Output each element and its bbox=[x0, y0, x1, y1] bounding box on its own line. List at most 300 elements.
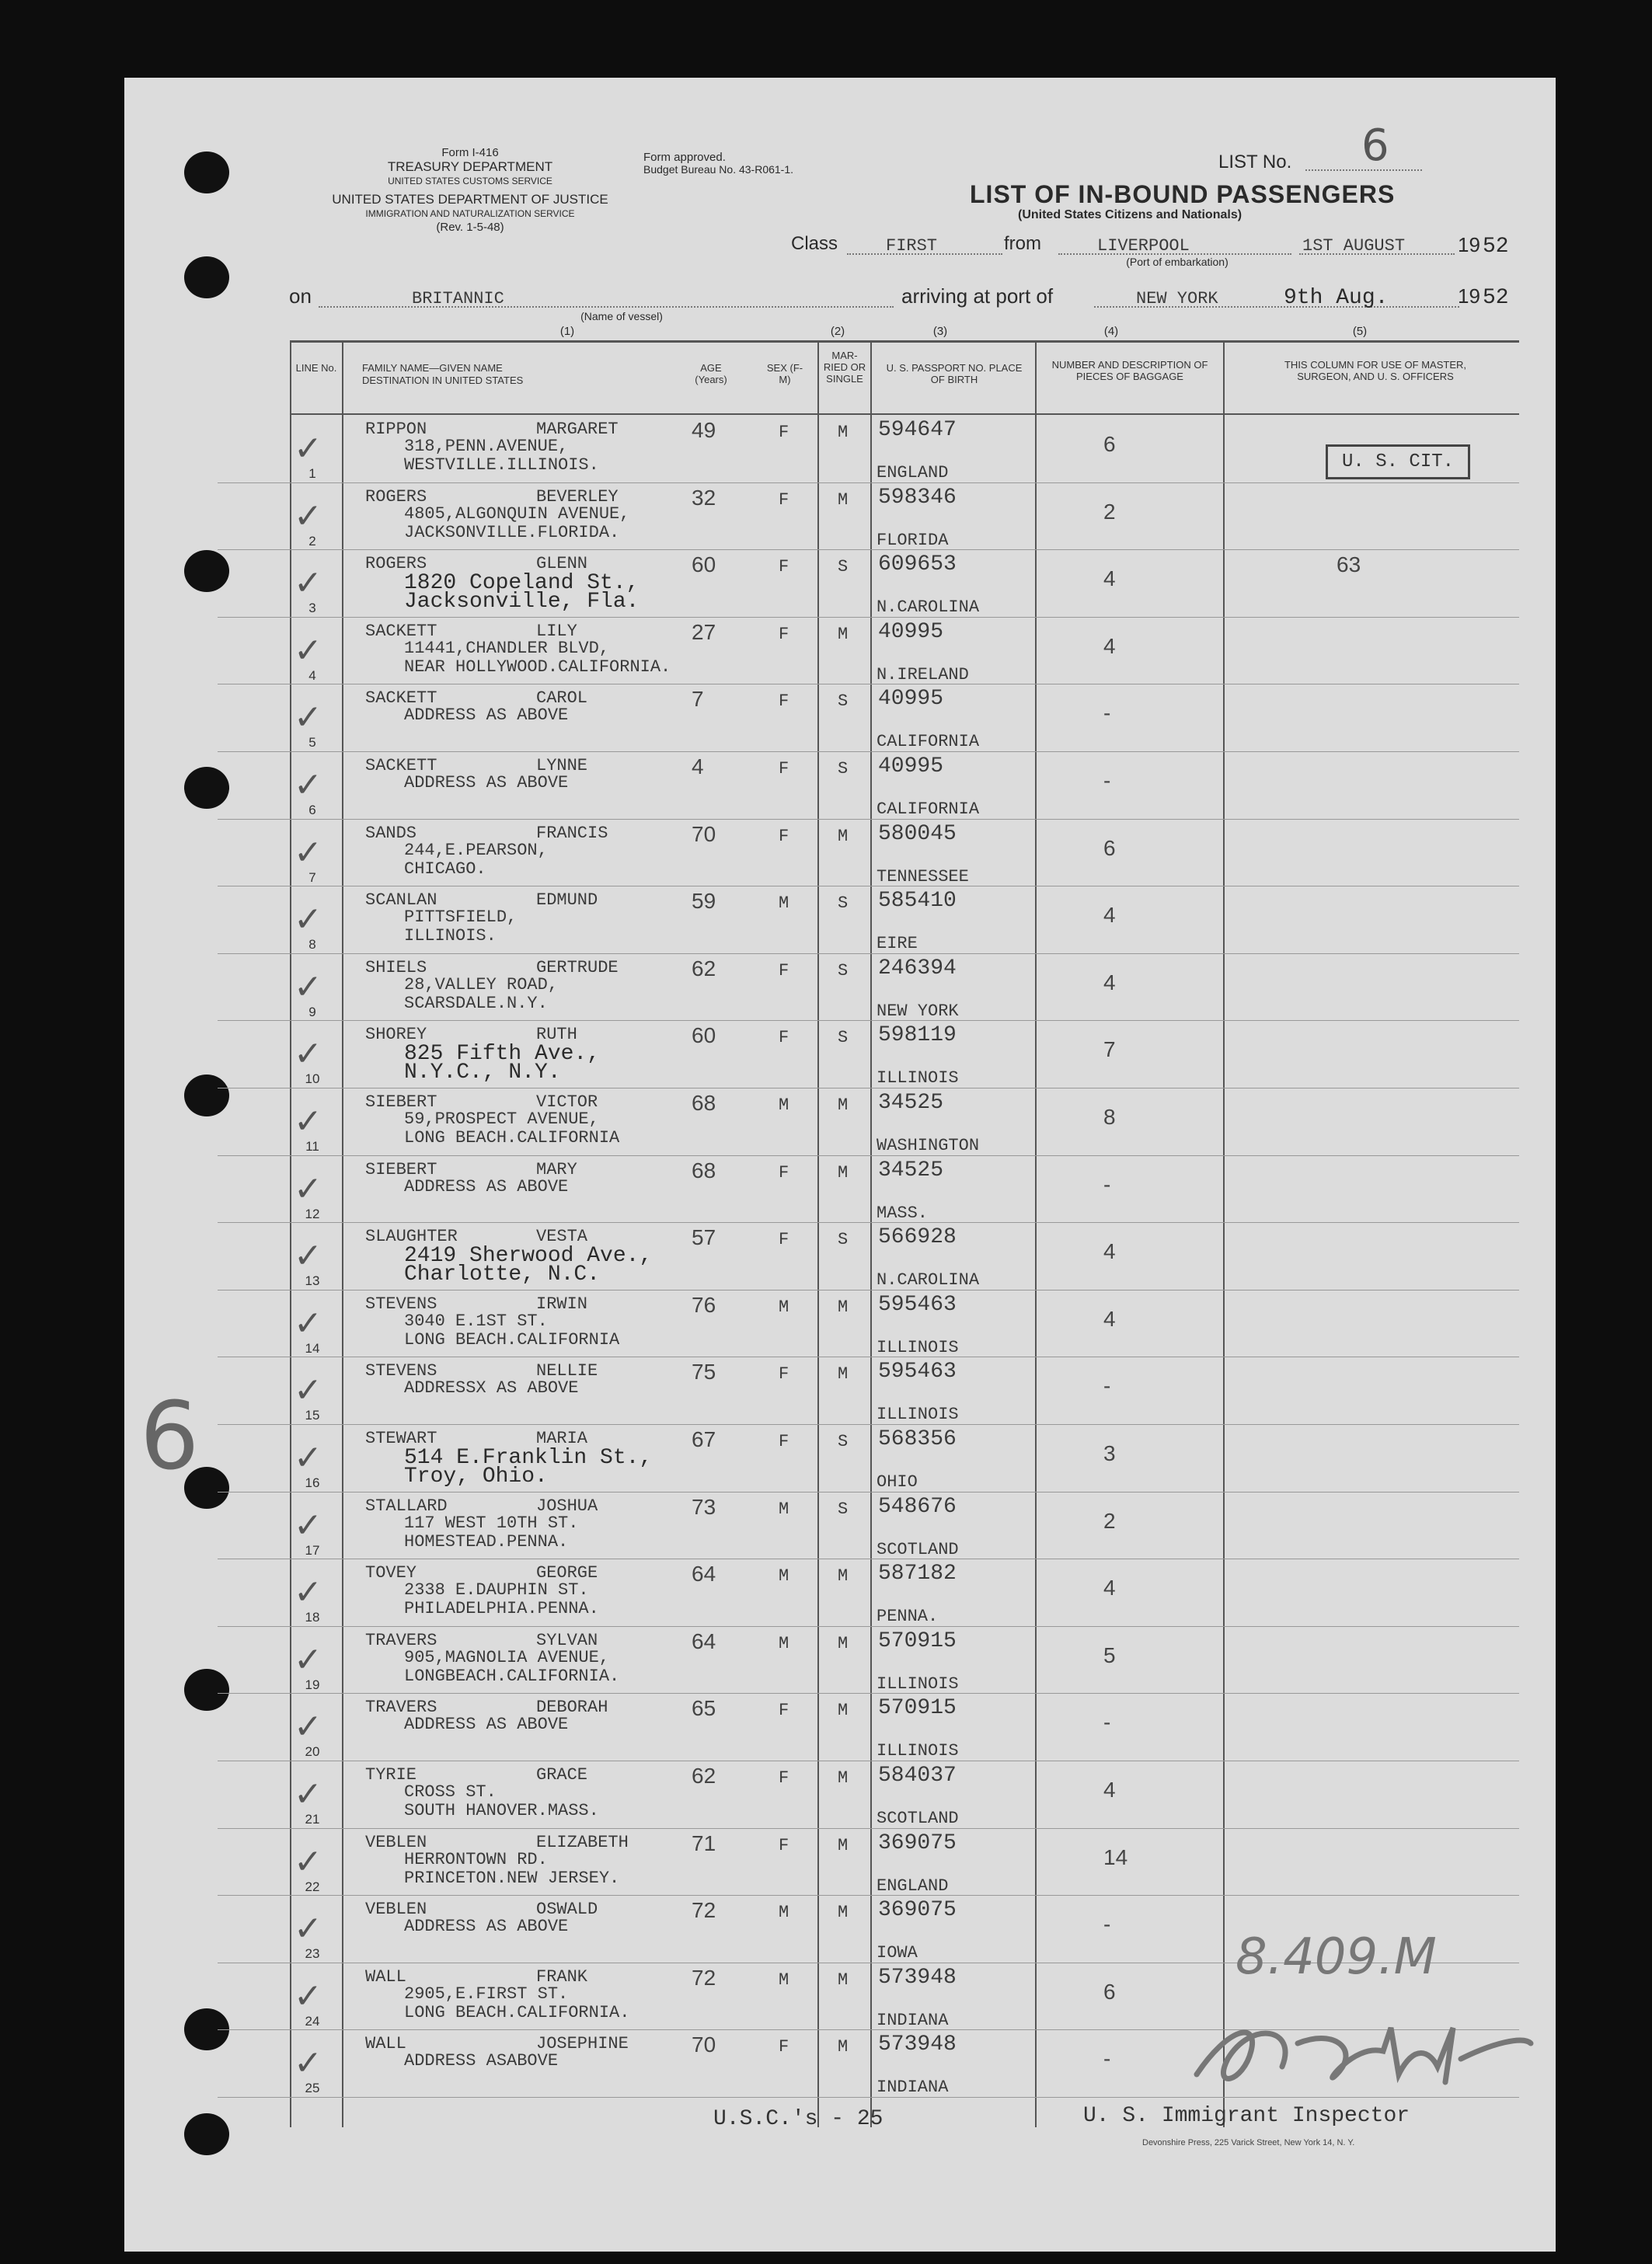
baggage-count: 8 bbox=[1103, 1105, 1116, 1129]
passenger-address-2: LONG BEACH.CALIFORNIA bbox=[404, 1128, 620, 1148]
passenger-family-name: SIEBERT bbox=[365, 1092, 437, 1112]
passenger-age: 59 bbox=[692, 889, 716, 914]
row-line-number: 13 bbox=[305, 1273, 320, 1289]
passenger-given-name: SYLVAN bbox=[536, 1630, 598, 1650]
passenger-family-name: SHOREY bbox=[365, 1025, 427, 1045]
passenger-family-name: STEWART bbox=[365, 1429, 437, 1448]
margin-number: 6 bbox=[140, 1383, 200, 1491]
row-divider bbox=[218, 1020, 1519, 1021]
passenger-given-name: MARY bbox=[536, 1159, 577, 1179]
list-no-label: LIST No. bbox=[1218, 152, 1292, 172]
passenger-marital-status: M bbox=[838, 1701, 849, 1721]
col-head-officers: THIS COLUMN FOR USE OF MASTER, SURGEON, AND U. S. OFFICERS bbox=[1284, 359, 1466, 382]
passenger-given-name: GRACE bbox=[536, 1765, 588, 1785]
row-divider bbox=[218, 1828, 1519, 1829]
passenger-age: 68 bbox=[692, 1091, 716, 1115]
passenger-age: 75 bbox=[692, 1360, 716, 1385]
passenger-sex: F bbox=[779, 1768, 789, 1788]
passenger-marital-status: M bbox=[838, 1095, 849, 1115]
passenger-address-1: 825 Fifth Ave., bbox=[404, 1042, 601, 1067]
passenger-address-1: ADDRESS AS ABOVE bbox=[404, 1917, 569, 1937]
passenger-family-name: SIEBERT bbox=[365, 1159, 437, 1179]
passenger-sex: M bbox=[779, 893, 789, 914]
checkmark-icon: ✓ bbox=[294, 2043, 322, 2084]
arrival-port: NEW YORK bbox=[1136, 289, 1218, 308]
passenger-age: 67 bbox=[692, 1427, 716, 1451]
passenger-address-1: 3040 E.1ST ST. bbox=[404, 1311, 548, 1331]
passenger-sex: F bbox=[779, 1364, 789, 1385]
col-head-sex: SEX (F-M) bbox=[766, 362, 803, 385]
checkmark-icon: ✓ bbox=[294, 429, 322, 468]
passenger-sex: F bbox=[779, 2037, 789, 2057]
page-subtitle: (United States Citizens and Nationals) bbox=[1018, 208, 1242, 221]
baggage-count: - bbox=[1103, 701, 1111, 726]
passenger-marital-status: M bbox=[838, 1566, 849, 1587]
col-num-3: (3) bbox=[932, 325, 948, 338]
place-of-birth: N.IRELAND bbox=[877, 664, 969, 684]
row-line-number: 23 bbox=[305, 1946, 320, 1962]
passenger-age: 57 bbox=[692, 1225, 716, 1250]
justice-dept: UNITED STATES DEPARTMENT OF JUSTICE bbox=[332, 192, 608, 207]
passenger-marital-status: S bbox=[838, 960, 849, 980]
passenger-address-1: 117 WEST 10TH ST. bbox=[404, 1513, 579, 1533]
passenger-marital-status: S bbox=[838, 1028, 849, 1048]
baggage-count: 4 bbox=[1103, 970, 1116, 994]
passport-number: 566928 bbox=[878, 1225, 957, 1250]
baggage-count: - bbox=[1103, 2046, 1111, 2071]
passenger-sex: M bbox=[779, 1095, 789, 1115]
passenger-sex: M bbox=[779, 1903, 789, 1923]
passenger-given-name: IRWIN bbox=[536, 1294, 588, 1314]
row-line-number: 1 bbox=[308, 466, 316, 481]
passenger-address-1: ADDRESSX AS ABOVE bbox=[404, 1378, 579, 1398]
passenger-given-name: VICTOR bbox=[536, 1092, 598, 1112]
passport-number: 369075 bbox=[878, 1898, 957, 1923]
place-of-birth: ENGLAND bbox=[877, 1876, 949, 1896]
passenger-family-name: VEBLEN bbox=[365, 1832, 427, 1852]
passenger-address-1: ADDRESS ASABOVE bbox=[404, 2051, 559, 2071]
baggage-count: 4 bbox=[1103, 1778, 1116, 1802]
passport-number: 573948 bbox=[878, 2032, 957, 2057]
row-line-number: 5 bbox=[308, 735, 316, 751]
passenger-address-2: HOMESTEAD.PENNA. bbox=[404, 1531, 569, 1552]
table-head-rule bbox=[290, 413, 1519, 415]
total-usc: U.S.C.'s - 25 bbox=[713, 2107, 884, 2131]
passenger-address-1: ADDRESS AS ABOVE bbox=[404, 1176, 569, 1196]
baggage-count: 4 bbox=[1103, 633, 1116, 658]
row-line-number: 11 bbox=[305, 1139, 319, 1154]
passenger-marital-status: S bbox=[838, 1499, 849, 1519]
passenger-sex: F bbox=[779, 1230, 789, 1250]
passport-number: 609653 bbox=[878, 552, 957, 577]
checkmark-icon: ✓ bbox=[294, 1775, 322, 1814]
baggage-count: 2 bbox=[1103, 1508, 1116, 1533]
passenger-age: 62 bbox=[692, 1764, 716, 1788]
list-number: 6 bbox=[1361, 120, 1389, 171]
passenger-address-1: 1820 Copeland St., bbox=[404, 571, 640, 596]
passenger-sex: M bbox=[779, 1499, 789, 1519]
checkmark-icon: ✓ bbox=[294, 1909, 322, 1949]
place-of-birth: ENGLAND bbox=[877, 463, 949, 482]
passenger-address-2: JACKSONVILLE.FLORIDA. bbox=[404, 522, 620, 542]
checkmark-icon: ✓ bbox=[294, 1573, 322, 1613]
passenger-address-1: ADDRESS AS ABOVE bbox=[404, 705, 569, 726]
baggage-count: - bbox=[1103, 1912, 1111, 1937]
checkmark-icon: ✓ bbox=[294, 900, 322, 940]
place-of-birth: ILLINOIS bbox=[877, 1405, 959, 1425]
vessel-line bbox=[319, 306, 894, 308]
passenger-age: 32 bbox=[692, 485, 716, 510]
passenger-given-name: JOSEPHINE bbox=[536, 2034, 629, 2054]
place-of-birth: PENNA. bbox=[877, 1607, 939, 1627]
passenger-age: 49 bbox=[692, 418, 716, 442]
passport-number: 568356 bbox=[878, 1427, 957, 1451]
passenger-sex: F bbox=[779, 423, 789, 442]
passenger-given-name: BEVERLEY bbox=[536, 486, 619, 507]
passenger-given-name: VESTA bbox=[536, 1227, 588, 1247]
from-label: from bbox=[1004, 233, 1041, 254]
checkmark-icon: ✓ bbox=[294, 832, 322, 873]
treasury-dept: TREASURY DEPARTMENT bbox=[387, 159, 553, 174]
passenger-sex: F bbox=[779, 1162, 789, 1183]
row-line-number: 2 bbox=[308, 533, 316, 549]
col-num-2: (2) bbox=[830, 325, 845, 338]
place-of-birth: N.CAROLINA bbox=[877, 597, 980, 618]
passenger-sex: F bbox=[779, 624, 789, 644]
row-line-number: 15 bbox=[305, 1408, 320, 1423]
passenger-address-1: CROSS ST. bbox=[404, 1782, 497, 1802]
passenger-age: 68 bbox=[692, 1158, 716, 1183]
checkmark-icon: ✓ bbox=[294, 1303, 322, 1343]
passenger-sex: F bbox=[779, 489, 789, 510]
form-approved: Form approved. bbox=[643, 151, 726, 164]
passenger-marital-status: M bbox=[838, 1162, 849, 1183]
passenger-family-name: SHIELS bbox=[365, 957, 427, 977]
place-of-birth: CALIFORNIA bbox=[877, 799, 980, 819]
baggage-count: 14 bbox=[1103, 1844, 1128, 1869]
passenger-marital-status: M bbox=[838, 489, 849, 510]
row-line-number: 9 bbox=[308, 1004, 316, 1019]
class-label: Class bbox=[791, 233, 838, 254]
passenger-given-name: FRANK bbox=[536, 1966, 588, 1987]
place-of-birth: INDIANA bbox=[877, 2010, 949, 2030]
row-line-number: 20 bbox=[305, 1744, 320, 1760]
passenger-marital-status: S bbox=[838, 759, 849, 778]
passenger-family-name: TRAVERS bbox=[365, 1698, 437, 1718]
passenger-address-1: 514 E.Franklin St., bbox=[404, 1446, 653, 1470]
col-border bbox=[290, 340, 291, 2127]
checkmark-icon: ✓ bbox=[294, 630, 322, 670]
place-of-birth: ILLINOIS bbox=[877, 1741, 959, 1761]
passport-number: 40995 bbox=[878, 754, 944, 778]
passenger-marital-status: S bbox=[838, 1230, 849, 1250]
baggage-count: 3 bbox=[1103, 1441, 1116, 1465]
baggage-count: 2 bbox=[1103, 499, 1116, 524]
checkmark-icon: ✓ bbox=[294, 1102, 322, 1141]
passport-number: 584037 bbox=[878, 1764, 957, 1788]
passenger-family-name: SACKETT bbox=[365, 756, 437, 775]
passenger-address-2: CHICAGO. bbox=[404, 859, 486, 879]
row-line-number: 8 bbox=[308, 937, 316, 953]
passport-number: 246394 bbox=[878, 956, 957, 980]
passport-number: 594647 bbox=[878, 418, 957, 442]
passenger-address-2: N.Y.C., N.Y. bbox=[404, 1061, 561, 1085]
arrival-year: 52 bbox=[1483, 286, 1509, 310]
col-num-4: (4) bbox=[1103, 325, 1119, 338]
port-embark-caption: (Port of embarkation) bbox=[1126, 256, 1229, 268]
passenger-age: 62 bbox=[692, 956, 716, 980]
passenger-family-name: RIPPON bbox=[365, 420, 427, 439]
passenger-family-name: SLAUGHTER bbox=[365, 1227, 458, 1247]
officer-note: 63 bbox=[1337, 552, 1361, 577]
passenger-address-2: SCARSDALE.N.Y. bbox=[404, 993, 548, 1013]
passenger-sex: F bbox=[779, 960, 789, 980]
passenger-family-name: VEBLEN bbox=[365, 1900, 427, 1920]
passenger-marital-status: M bbox=[838, 1633, 849, 1653]
passenger-marital-status: M bbox=[838, 1903, 849, 1923]
col-head-destination: DESTINATION IN UNITED STATES bbox=[362, 374, 524, 386]
passenger-address-2: WESTVILLE.ILLINOIS. bbox=[404, 455, 599, 475]
row-divider bbox=[218, 1895, 1519, 1896]
passport-number: 580045 bbox=[878, 821, 957, 846]
passenger-given-name: EDMUND bbox=[536, 890, 598, 911]
row-line-number: 17 bbox=[305, 1542, 320, 1558]
passenger-family-name: TOVEY bbox=[365, 1563, 417, 1583]
passenger-address-2: PHILADELPHIA.PENNA. bbox=[404, 1599, 599, 1619]
row-line-number: 4 bbox=[308, 667, 316, 683]
row-divider bbox=[218, 1424, 1519, 1425]
passenger-address-2: LONG BEACH.CALIFORNIA bbox=[404, 1329, 620, 1350]
place-of-birth: ILLINOIS bbox=[877, 1068, 959, 1088]
col-head-married: MAR-RIED OR SINGLE bbox=[823, 350, 866, 385]
place-of-birth: IOWA bbox=[877, 1943, 918, 1963]
passenger-given-name: LILY bbox=[536, 621, 577, 641]
baggage-count: - bbox=[1103, 1172, 1111, 1196]
row-line-number: 21 bbox=[305, 1812, 320, 1827]
place-of-birth: ILLINOIS bbox=[877, 1337, 959, 1357]
customs-service: UNITED STATES CUSTOMS SERVICE bbox=[388, 176, 552, 186]
row-line-number: 6 bbox=[308, 803, 316, 817]
vessel-name: BRITANNIC bbox=[412, 289, 504, 308]
passenger-marital-status: M bbox=[838, 1364, 849, 1385]
passenger-marital-status: M bbox=[838, 423, 849, 442]
passenger-family-name: STEVENS bbox=[365, 1294, 437, 1314]
baggage-count: 5 bbox=[1103, 1642, 1116, 1667]
passport-number: 570915 bbox=[878, 1628, 957, 1653]
place-of-birth: ILLINOIS bbox=[877, 1674, 959, 1694]
col-head-name: FAMILY NAME—GIVEN NAME bbox=[362, 362, 503, 374]
row-line-number: 7 bbox=[308, 869, 316, 885]
baggage-count: - bbox=[1103, 1374, 1111, 1398]
passenger-age: 71 bbox=[692, 1830, 716, 1855]
passenger-age: 60 bbox=[692, 552, 716, 577]
checkmark-icon: ✓ bbox=[294, 1034, 322, 1075]
passenger-given-name: DEBORAH bbox=[536, 1698, 608, 1718]
passenger-given-name: MARGARET bbox=[536, 420, 619, 439]
form-number: Form I-416 bbox=[441, 146, 499, 159]
passenger-family-name: SANDS bbox=[365, 823, 417, 843]
passenger-marital-status: S bbox=[838, 1432, 849, 1451]
col-border bbox=[342, 340, 343, 2127]
row-divider bbox=[218, 751, 1519, 752]
passenger-marital-status: M bbox=[838, 1297, 849, 1317]
checkmark-icon: ✓ bbox=[294, 1169, 322, 1209]
checkmark-icon: ✓ bbox=[294, 1976, 322, 2016]
col-head-passport: U. S. PASSPORT NO. PLACE OF BIRTH bbox=[886, 362, 1023, 385]
baggage-count: 4 bbox=[1103, 903, 1116, 928]
arrival-date: 9th Aug. bbox=[1284, 286, 1389, 310]
row-line-number: 14 bbox=[305, 1340, 320, 1356]
row-divider bbox=[218, 549, 1519, 550]
printer-imprint: Devonshire Press, 225 Varick Street, New York 14, N. Y. bbox=[1142, 2138, 1355, 2147]
row-divider bbox=[218, 953, 1519, 954]
checkmark-icon: ✓ bbox=[294, 1236, 322, 1277]
passport-number: 598119 bbox=[878, 1023, 957, 1048]
passenger-marital-status: M bbox=[838, 624, 849, 644]
baggage-count: 6 bbox=[1103, 432, 1116, 456]
baggage-count: 4 bbox=[1103, 566, 1116, 591]
col-head-line: LINE No. bbox=[295, 362, 337, 374]
passenger-address-1: ADDRESS AS ABOVE bbox=[404, 1715, 569, 1735]
checkmark-icon: ✓ bbox=[294, 1707, 322, 1747]
passenger-given-name: CAROL bbox=[536, 688, 588, 709]
place-of-birth: SCOTLAND bbox=[877, 1809, 959, 1828]
col-num-5: (5) bbox=[1352, 325, 1368, 338]
passenger-age: 73 bbox=[692, 1494, 716, 1519]
place-of-birth: EIRE bbox=[877, 934, 918, 954]
row-line-number: 18 bbox=[305, 1610, 320, 1625]
passport-number: 598346 bbox=[878, 485, 957, 510]
baggage-count: 4 bbox=[1103, 1576, 1116, 1600]
passenger-marital-status: S bbox=[838, 893, 849, 914]
place-of-birth: FLORIDA bbox=[877, 530, 949, 550]
passenger-sex: M bbox=[779, 1566, 789, 1587]
passenger-age: 65 bbox=[692, 1696, 716, 1721]
col-border bbox=[1223, 340, 1225, 2127]
baggage-count: 4 bbox=[1103, 1306, 1116, 1331]
row-line-number: 24 bbox=[305, 2013, 320, 2029]
passenger-given-name: GLENN bbox=[536, 554, 588, 574]
col-head-age: AGE (Years) bbox=[695, 362, 727, 385]
passenger-address-2: Troy, Ohio. bbox=[404, 1465, 548, 1489]
passenger-address-2: LONGBEACH.CALIFORNIA. bbox=[404, 1666, 620, 1686]
punch-hole bbox=[184, 2113, 229, 2155]
passenger-address-1: HERRONTOWN RD. bbox=[404, 1849, 548, 1869]
passenger-address-2: PRINCETON.NEW JERSEY. bbox=[404, 1868, 620, 1888]
passenger-family-name: TYRIE bbox=[365, 1765, 417, 1785]
passport-number: 40995 bbox=[878, 619, 944, 644]
passenger-sex: F bbox=[779, 826, 789, 846]
table-top-rule bbox=[290, 340, 1519, 343]
passenger-sex: F bbox=[779, 1835, 789, 1855]
passenger-age: 76 bbox=[692, 1292, 716, 1317]
passenger-marital-status: M bbox=[838, 1835, 849, 1855]
passenger-address-2: SOUTH HANOVER.MASS. bbox=[404, 1801, 599, 1820]
passenger-address-1: 2338 E.DAUPHIN ST. bbox=[404, 1580, 589, 1600]
row-divider bbox=[218, 1155, 1519, 1156]
checkmark-icon: ✓ bbox=[294, 1438, 322, 1478]
passenger-age: 64 bbox=[692, 1562, 716, 1587]
row-line-number: 3 bbox=[308, 601, 316, 616]
passenger-age: 72 bbox=[692, 1965, 716, 1990]
passenger-marital-status: M bbox=[838, 1970, 849, 1990]
punch-hole bbox=[184, 1669, 229, 1711]
passenger-age: 70 bbox=[692, 821, 716, 846]
place-of-birth: OHIO bbox=[877, 1472, 918, 1492]
col-border bbox=[817, 340, 819, 2127]
passenger-given-name: ELIZABETH bbox=[536, 1832, 629, 1852]
passenger-sex: F bbox=[779, 1432, 789, 1451]
us-citizen-stamp: U. S. CIT. bbox=[1326, 444, 1470, 479]
passenger-given-name: OSWALD bbox=[536, 1900, 598, 1920]
passenger-given-name: GEORGE bbox=[536, 1563, 598, 1583]
checkmark-icon: ✓ bbox=[294, 563, 322, 604]
passenger-address-1: 11441,CHANDLER BLVD, bbox=[404, 638, 610, 658]
col-num-1: (1) bbox=[559, 325, 575, 338]
inspector-signature bbox=[1181, 1997, 1539, 2098]
row-divider bbox=[218, 819, 1519, 820]
passenger-family-name: STEVENS bbox=[365, 1361, 437, 1381]
row-line-number: 10 bbox=[305, 1071, 320, 1087]
passenger-address-1: 905,MAGNOLIA AVENUE, bbox=[404, 1647, 610, 1667]
vessel-caption: (Name of vessel) bbox=[580, 310, 663, 322]
passenger-address-2: NEAR HOLLYWOOD.CALIFORNIA. bbox=[404, 657, 671, 677]
baggage-count: 4 bbox=[1103, 1239, 1116, 1264]
passenger-family-name: WALL bbox=[365, 2034, 406, 2054]
passport-number: 570915 bbox=[878, 1696, 957, 1721]
passport-number: 587182 bbox=[878, 1562, 957, 1587]
passenger-address-1: 4805,ALGONQUIN AVENUE, bbox=[404, 503, 630, 524]
punch-hole bbox=[184, 767, 229, 809]
passenger-address-1: 28,VALLEY ROAD, bbox=[404, 974, 559, 994]
passport-number: 573948 bbox=[878, 1965, 957, 1990]
passenger-given-name: LYNNE bbox=[536, 756, 588, 775]
passenger-address-2: LONG BEACH.CALIFORNIA. bbox=[404, 2002, 630, 2022]
baggage-count: 6 bbox=[1103, 835, 1116, 860]
passport-number: 595463 bbox=[878, 1360, 957, 1385]
passenger-sex: F bbox=[779, 691, 789, 712]
passport-number: 548676 bbox=[878, 1494, 957, 1519]
place-of-birth: NEW YORK bbox=[877, 1001, 959, 1021]
baggage-count: - bbox=[1103, 1710, 1111, 1735]
passenger-family-name: SCANLAN bbox=[365, 890, 437, 911]
row-divider bbox=[218, 1693, 1519, 1694]
punch-hole bbox=[184, 256, 229, 298]
punch-hole bbox=[184, 550, 229, 592]
page-title: LIST OF IN-BOUND PASSENGERS bbox=[970, 180, 1396, 208]
passenger-address-1: PITTSFIELD, bbox=[404, 907, 518, 928]
handwritten-note: 8.409.M bbox=[1236, 1928, 1437, 1986]
punch-hole bbox=[184, 1075, 229, 1116]
arriving-label: arriving at port of bbox=[901, 284, 1054, 308]
passenger-marital-status: M bbox=[838, 1768, 849, 1788]
budget-bureau: Budget Bureau No. 43-R061-1. bbox=[643, 163, 794, 176]
checkmark-icon: ✓ bbox=[294, 1371, 322, 1411]
passenger-family-name: SACKETT bbox=[365, 688, 437, 709]
checkmark-icon: ✓ bbox=[294, 1841, 322, 1882]
passenger-sex: M bbox=[779, 1633, 789, 1653]
row-line-number: 16 bbox=[305, 1475, 320, 1490]
passenger-age: 70 bbox=[692, 2032, 716, 2057]
passenger-given-name: MARIA bbox=[536, 1429, 588, 1448]
place-of-birth: N.CAROLINA bbox=[877, 1270, 980, 1290]
col-head-baggage: NUMBER AND DESCRIPTION OF PIECES OF BAGGAGE bbox=[1051, 359, 1208, 382]
passport-number: 40995 bbox=[878, 687, 944, 712]
passport-number: 585410 bbox=[878, 889, 957, 914]
revision: (Rev. 1-5-48) bbox=[436, 221, 504, 234]
passenger-sex: F bbox=[779, 1701, 789, 1721]
baggage-count: 6 bbox=[1103, 1979, 1116, 2004]
